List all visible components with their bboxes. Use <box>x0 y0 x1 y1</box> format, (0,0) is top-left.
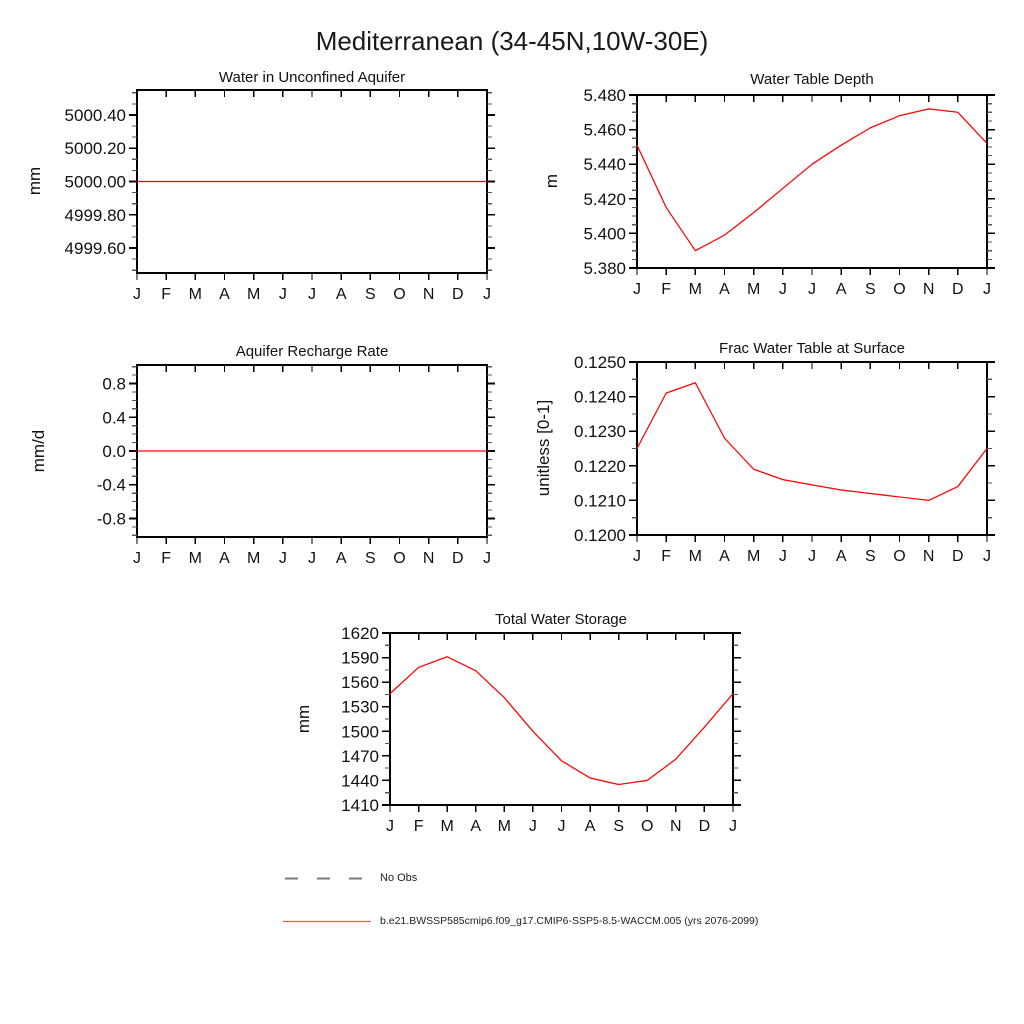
legend-label: No Obs <box>380 872 418 884</box>
x-tick-label: D <box>952 548 964 565</box>
x-tick-label: M <box>247 550 261 567</box>
x-tick-label: F <box>661 281 672 298</box>
x-tick-label: O <box>641 818 654 835</box>
y-tick-label: 1500 <box>341 722 379 742</box>
x-tick-label: F <box>413 818 424 835</box>
y-tick-label: 0.1220 <box>574 456 626 476</box>
legend-item-no-obs <box>283 872 417 884</box>
x-tick-label: J <box>308 550 316 567</box>
plot-area <box>341 624 741 835</box>
y-axis-label: m <box>542 173 561 189</box>
x-tick-label: J <box>983 281 991 298</box>
y-tick-label: 0.1240 <box>574 387 626 407</box>
panel-title: Total Water Storage <box>494 611 628 628</box>
x-tick-label: J <box>386 818 394 835</box>
y-tick-label: 0.1230 <box>574 422 626 442</box>
y-tick-label: 0.8 <box>102 374 126 394</box>
y-tick-label: 0.1210 <box>574 491 626 511</box>
axis-frame <box>137 365 487 537</box>
x-tick-label: A <box>335 550 347 567</box>
x-tick-label: J <box>778 548 787 565</box>
x-tick-label: J <box>633 281 641 298</box>
x-tick-label: M <box>688 548 702 565</box>
y-tick-label: 5.420 <box>583 189 626 209</box>
x-tick-label: M <box>440 818 454 835</box>
x-tick-label: J <box>778 281 787 298</box>
x-tick-label: J <box>133 286 141 303</box>
axis-frame <box>137 90 487 273</box>
x-tick-label: D <box>698 818 711 835</box>
y-tick-label: 5000.40 <box>64 105 126 125</box>
x-tick-label: M <box>747 281 761 298</box>
y-tick-label: 0.1250 <box>574 353 626 372</box>
legend-item-model-run <box>283 915 758 927</box>
y-tick-label: 4999.60 <box>64 239 126 259</box>
x-tick-label: A <box>219 550 230 567</box>
x-tick-label: A <box>835 281 847 298</box>
x-tick-label: F <box>161 550 172 567</box>
y-tick-label: -0.8 <box>96 509 126 529</box>
x-tick-label: D <box>452 550 464 567</box>
y-tick-label: 1560 <box>341 673 379 693</box>
figure-title: Mediterranean (34-45N,10W-30E) <box>315 26 709 56</box>
dashed-line-icon <box>283 874 371 883</box>
y-tick-label: 5000.20 <box>64 139 126 159</box>
x-tick-label: S <box>364 286 376 303</box>
x-tick-label: J <box>633 548 641 565</box>
data-series-line <box>637 383 987 501</box>
x-tick-label: D <box>952 281 964 298</box>
plot-area <box>574 353 995 565</box>
x-tick-label: S <box>864 281 876 298</box>
x-tick-label: J <box>808 548 816 565</box>
axis-frame <box>637 362 987 535</box>
axis-frame <box>637 95 987 268</box>
x-tick-label: A <box>335 286 347 303</box>
y-tick-label: 1440 <box>341 771 379 791</box>
y-tick-label: 5.400 <box>583 224 626 244</box>
y-axis-label: mm/d <box>29 429 48 473</box>
x-tick-label: J <box>483 550 491 567</box>
x-tick-label: O <box>893 281 906 298</box>
y-tick-label: 5.380 <box>583 259 626 278</box>
x-tick-label: A <box>470 818 482 835</box>
x-tick-label: S <box>613 818 625 835</box>
y-axis-label: unitless [0-1] <box>534 399 553 497</box>
x-tick-label: J <box>278 286 287 303</box>
x-tick-label: M <box>188 550 202 567</box>
plot-area <box>97 365 495 567</box>
panel-title: Water in Unconfined Aquifer <box>218 69 406 86</box>
y-tick-label: 1590 <box>341 648 379 668</box>
x-tick-label: S <box>864 548 876 565</box>
x-tick-label: S <box>364 550 376 567</box>
x-tick-label: M <box>747 548 761 565</box>
x-tick-label: N <box>922 548 935 565</box>
x-tick-label: N <box>422 550 435 567</box>
x-tick-label: J <box>808 281 816 298</box>
y-tick-label: 1470 <box>341 746 379 766</box>
x-tick-label: F <box>161 286 172 303</box>
x-tick-label: O <box>393 286 406 303</box>
data-series-line <box>390 657 733 785</box>
x-tick-label: M <box>497 818 511 835</box>
y-tick-label: 1620 <box>341 624 379 643</box>
plot-area <box>65 90 495 303</box>
x-tick-label: M <box>247 286 261 303</box>
x-tick-label: J <box>557 818 566 835</box>
y-axis-label: mm <box>294 704 313 734</box>
y-tick-label: 0.4 <box>102 408 126 428</box>
x-tick-label: A <box>719 281 730 298</box>
y-tick-label: 4999.80 <box>64 205 126 225</box>
x-tick-label: O <box>893 548 906 565</box>
axis-frame <box>390 633 733 805</box>
x-tick-label: M <box>188 286 202 303</box>
data-series-line <box>637 109 987 251</box>
x-tick-label: A <box>835 548 847 565</box>
y-tick-label: 5.440 <box>583 155 626 175</box>
y-tick-label: -0.4 <box>96 475 126 495</box>
solid-line-icon <box>283 917 371 926</box>
y-tick-label: 5.460 <box>583 120 626 140</box>
x-tick-label: N <box>670 818 682 835</box>
x-tick-label: J <box>483 286 491 303</box>
x-tick-label: J <box>278 550 287 567</box>
x-tick-label: D <box>452 286 464 303</box>
x-tick-label: M <box>688 281 702 298</box>
y-tick-label: 1530 <box>341 697 379 717</box>
x-tick-label: J <box>133 550 141 567</box>
y-tick-label: 1410 <box>341 796 379 815</box>
y-axis-label: mm <box>25 166 44 196</box>
x-tick-label: N <box>422 286 435 303</box>
y-tick-label: 0.0 <box>102 442 126 461</box>
y-tick-label: 5000.00 <box>64 172 126 192</box>
y-tick-label: 5.480 <box>583 86 626 105</box>
y-tick-label: 0.1200 <box>574 526 626 545</box>
x-tick-label: A <box>219 286 230 303</box>
x-tick-label: A <box>719 548 730 565</box>
x-tick-label: A <box>584 818 596 835</box>
x-tick-label: F <box>661 548 672 565</box>
x-tick-label: J <box>983 548 991 565</box>
x-tick-label: O <box>393 550 406 567</box>
plot-area <box>583 86 995 298</box>
x-tick-label: J <box>308 286 316 303</box>
panel-title: Frac Water Table at Surface <box>719 340 905 357</box>
x-tick-label: J <box>528 818 537 835</box>
x-tick-label: N <box>922 281 935 298</box>
panel-title: Water Table Depth <box>750 71 874 88</box>
legend-label: b.e21.BWSSP585cmip6.f09_g17.CMIP6-SSP5-8.5-WACCM.005 (yrs 2076-2099) <box>380 915 759 927</box>
panel-title: Aquifer Recharge Rate <box>235 343 389 360</box>
x-tick-label: J <box>729 818 737 835</box>
